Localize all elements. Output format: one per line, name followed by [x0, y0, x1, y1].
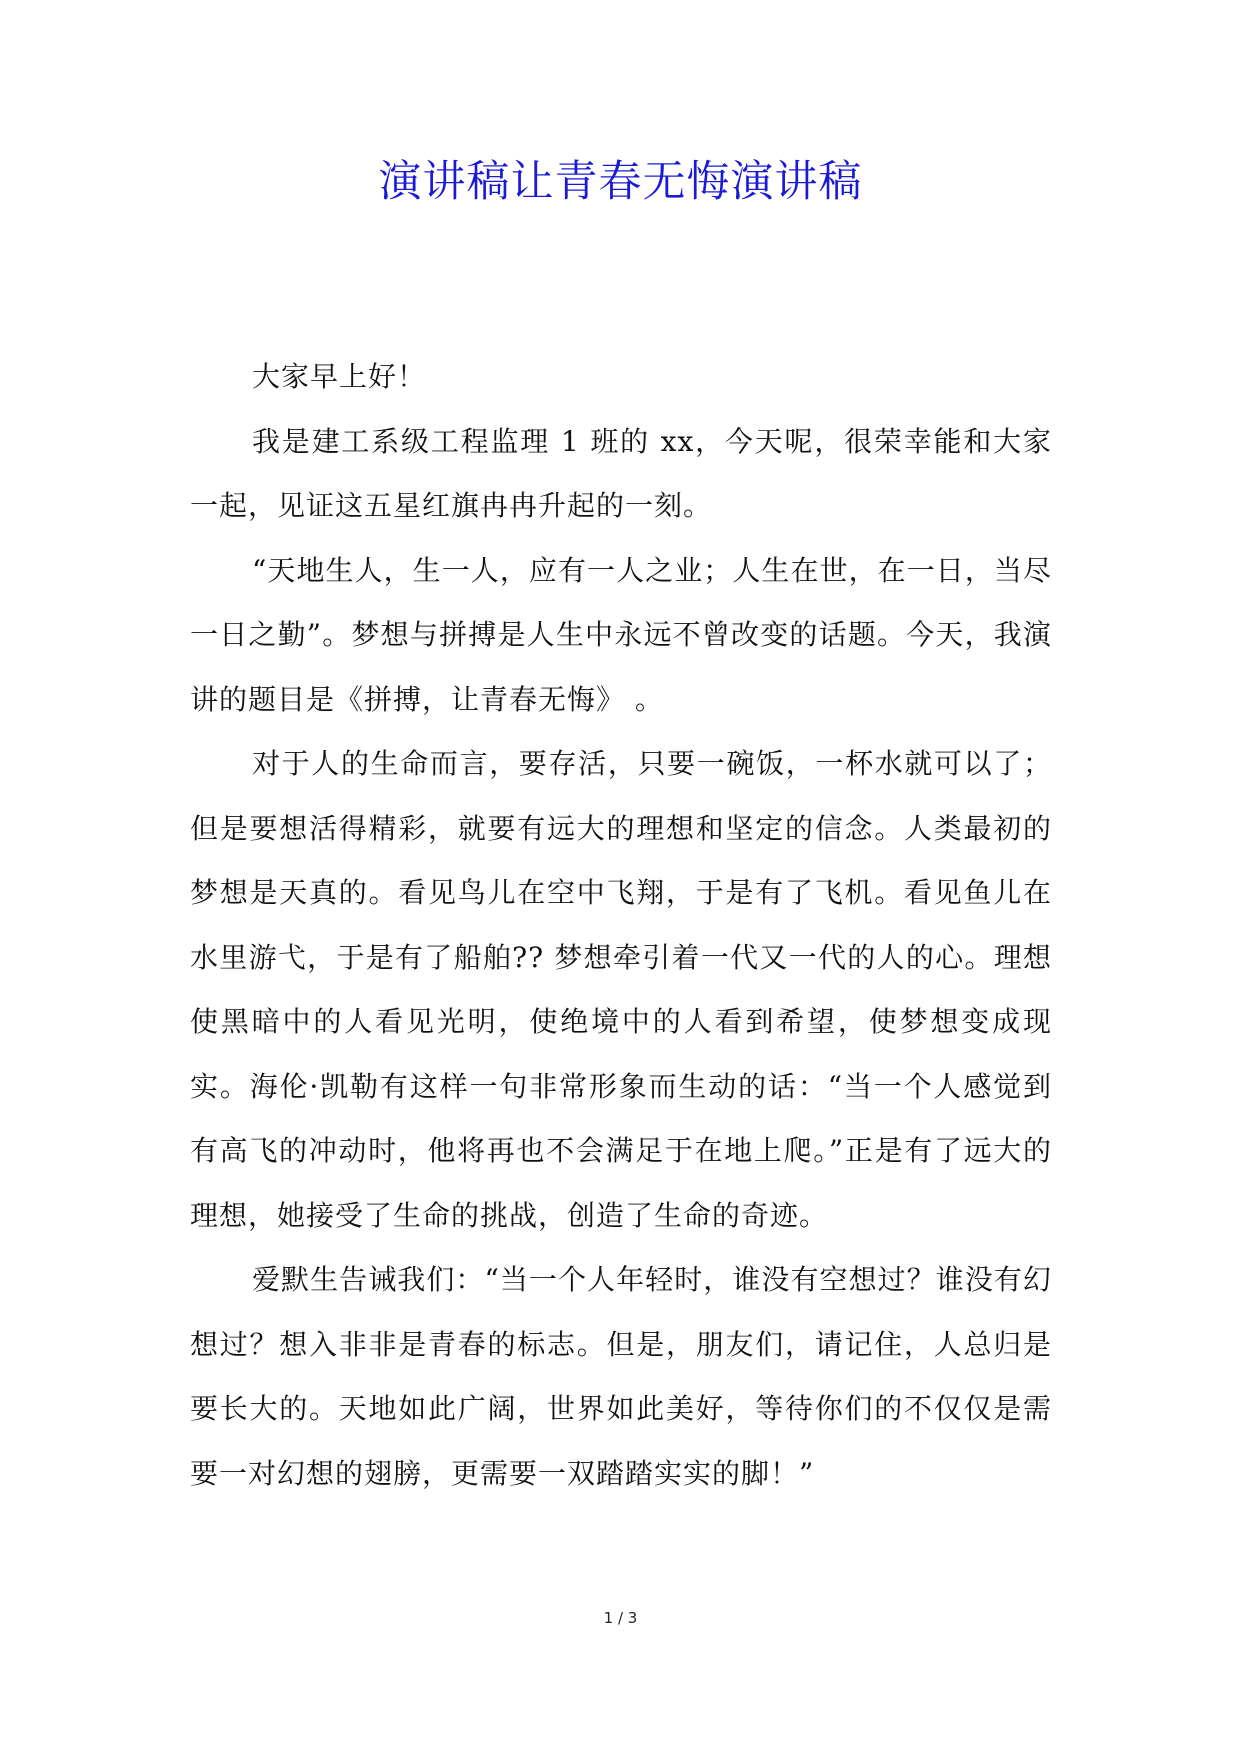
paragraph-topic: “天地生人，生一人，应有一人之业；人生在世，在一日，当尽一日之勤”。梦想与拼搏是人生中永远不曾改变的话题。今天，我演讲的题目是《拼搏，让青春无悔》 。	[190, 553, 1052, 716]
paragraph-greeting: 大家早上好！	[252, 360, 427, 393]
document-body	[190, 345, 1052, 1506]
paragraph-dreams: 对于人的生命而言，要存活，只要一碗饭，一杯水就可以了；但是要想活得精彩，就要有远大的理想和坚定的信念。人类最初的梦想是天真的。看见鸟儿在空中飞翔，于是有了飞机。看见鱼儿在水里游弋，于是有了船舶?? 梦想牵引着一代又一代的人的心。理想使黑暗中的人看见光明，使绝境中的人看到希望，使梦想变成现实。海伦·凯勒有这样一句非常形象而生动的话：“当一个人感觉到有高飞的冲动时，他将再也不会满足于在地上爬。”正是有了远大的理想，她接受了生命的挑战，创造了生命的奇迹。	[190, 747, 1052, 1232]
document-title: 演讲稿让青春无悔演讲稿	[378, 157, 863, 207]
paragraph-emerson-quote: 爱默生告诫我们：“当一个人年轻时，谁没有空想过？谁没有幻想过？想入非非是青春的标志。但是，朋友们，请记住，人总归是要长大的。天地如此广阔，世界如此美好，等待你们的不仅仅是需要一对幻想的翅膀，更需要一双踏踏实实的脚！”	[190, 1263, 1052, 1490]
page-number: 1 / 3	[603, 1609, 638, 1627]
paragraph-introduction: 我是建工系级工程监理 1 班的 xx，今天呢，很荣幸能和大家一起，见证这五星红旗冉冉升起的一刻。	[190, 424, 1052, 522]
